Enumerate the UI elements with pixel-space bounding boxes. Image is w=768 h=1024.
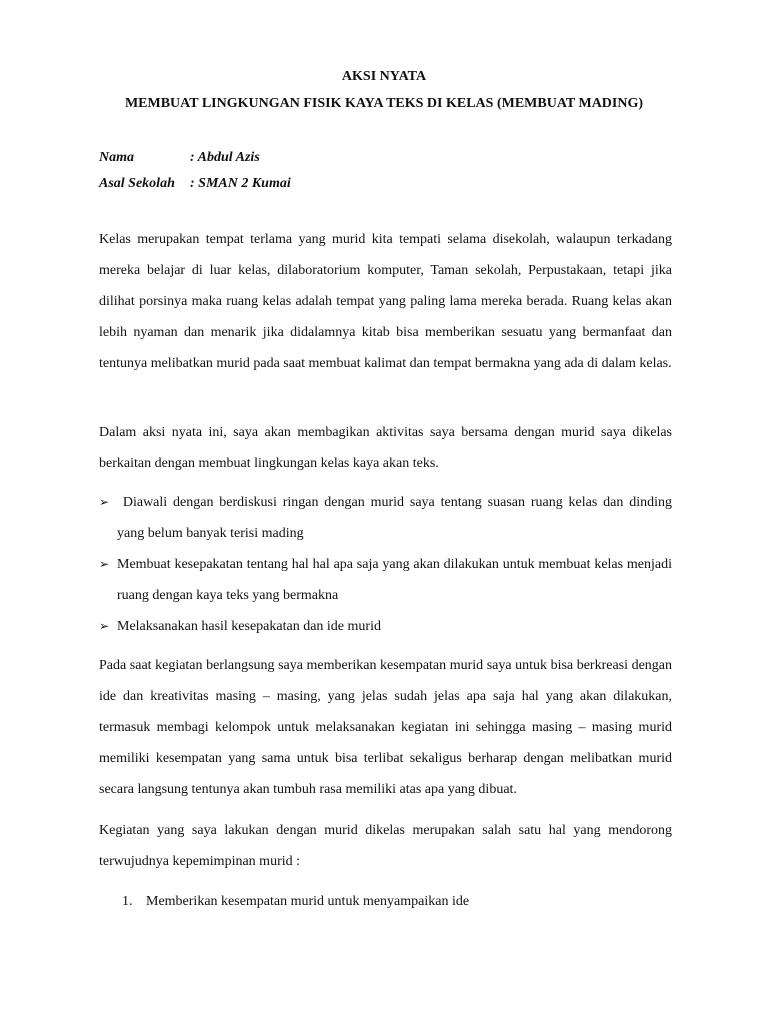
list-item — [99, 487, 676, 549]
paragraph-intro: Kelas merupakan tempat terlama yang murid kita tempati selama disekolah, walaupun terkadang mereka belajar di luar kelas, dilaboratorium komputer, Taman sekolah, Perpustakaan, tetapi jika dilihat porsinya maka ruang kelas adalah tempat yang paling lama mereka berada. Ruang kelas akan lebih nyaman dan menarik jika didalamnya kitab bisa memberikan sesuatu yang bermanfaat dan tentunya melibatkan murid pada saat membuat kalimat dan tempat bermakna yang ada di dalam kelas. — [99, 232, 672, 371]
list-item — [99, 549, 672, 611]
paragraph-kepemimpinan: Kegiatan yang saya lakukan dengan murid dikelas merupakan salah satu hal yang mendorong terwujudnya kepemimpinan murid : — [99, 823, 672, 869]
school-value: : SMAN 2 Kumai — [190, 176, 291, 191]
name-value: : Abdul Azis — [190, 150, 260, 165]
list-number: 1. — [122, 894, 133, 909]
arrow-bullet-icon: ➢ — [99, 619, 110, 633]
list-item — [99, 611, 672, 642]
school-label: Asal Sekolah — [99, 176, 175, 191]
arrow-bullet-icon: ➢ — [99, 495, 110, 509]
arrow-bullet-icon: ➢ — [99, 557, 110, 571]
name-label: Nama — [99, 150, 134, 165]
list-item — [122, 886, 469, 917]
bullet-text: Diawali dengan berdiskusi ringan dengan murid saya tentang suasan ruang kelas dan dinding yang belum banyak terisi mading — [117, 495, 676, 541]
document-subtitle: MEMBUAT LINGKUNGAN FISIK KAYA TEKS DI KELAS (MEMBUAT MADING) — [124, 96, 644, 111]
list-text: Memberikan kesempatan murid untuk menyampaikan ide — [146, 894, 470, 909]
paragraph-aksi-nyata: Dalam aksi nyata ini, saya akan membagikan aktivitas saya bersama dengan murid saya dikelas berkaitan dengan membuat lingkungan kelas kaya akan teks. — [99, 425, 672, 471]
bullet-text: Membuat kesepakatan tentang hal hal apa saja yang akan dilakukan untuk membuat kelas menjadi ruang dengan kaya teks yang bermakna — [117, 557, 672, 603]
school-row — [99, 176, 291, 192]
bullet-list — [99, 487, 676, 642]
name-row — [99, 150, 260, 166]
document-title: AKSI NYATA — [341, 69, 427, 84]
numbered-list — [122, 886, 469, 917]
paragraph-kegiatan: Pada saat kegiatan berlangsung saya memberikan kesempatan murid saya untuk bisa berkreasi dengan ide dan kreativitas masing – masing, yang jelas sudah jelas apa saja hal yang akan dilakukan, termasuk membagi kelompok untuk melaksanakan kegiatan ini sehingga masing – masing murid memiliki kesempatan yang sama untuk bisa terlibat sekaligus berharap dengan melibatkan murid secara langsung tentunya akan tumbuh rasa memiliki atas apa yang dibuat. — [99, 658, 672, 797]
bullet-text: Melaksanakan hasil kesepakatan dan ide murid — [117, 619, 381, 634]
